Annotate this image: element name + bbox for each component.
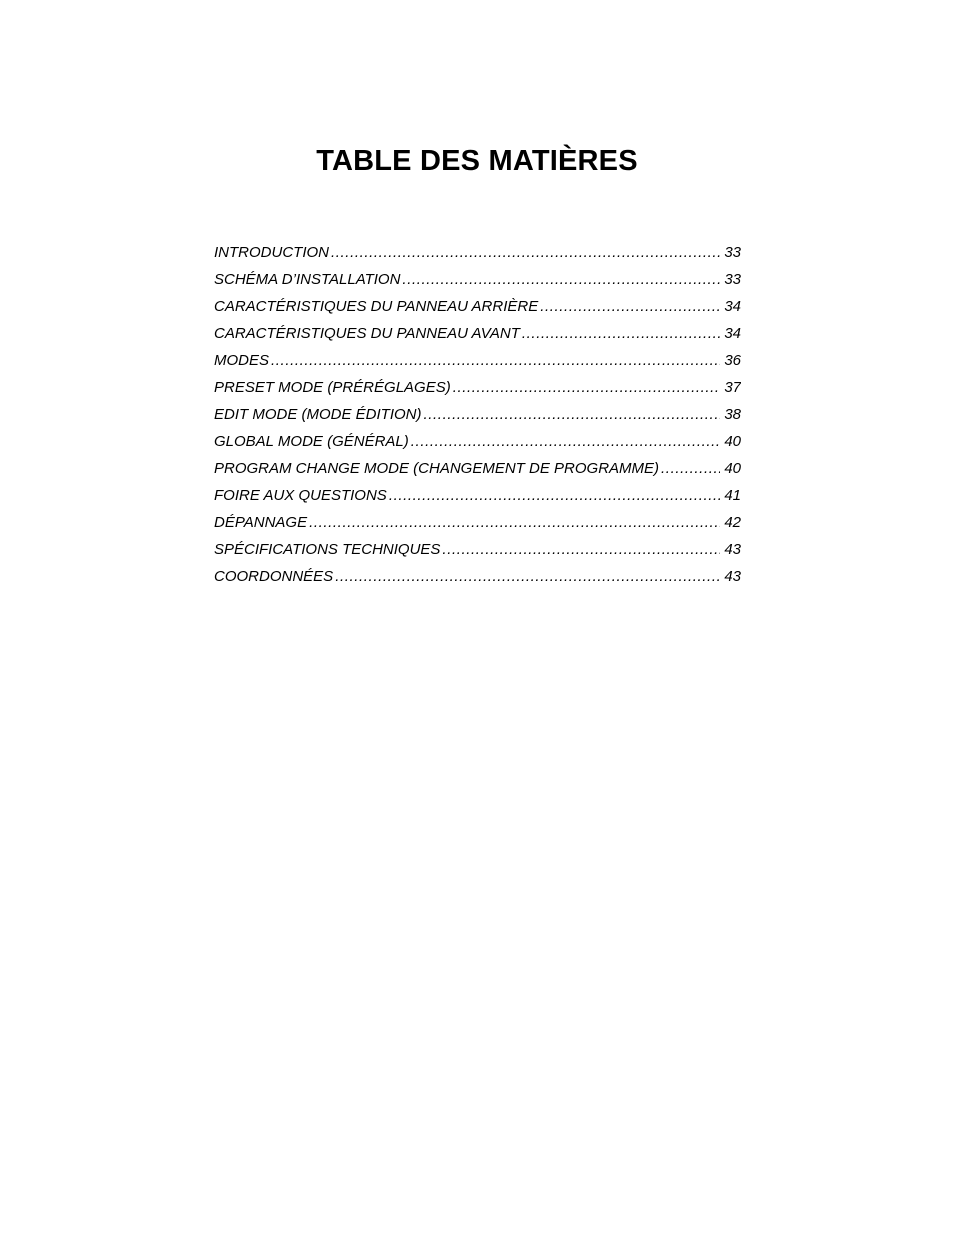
dot-leader (661, 458, 720, 480)
toc-entry-page-number: 33 (724, 271, 741, 288)
toc-entry-label: DÉPANNAGE (214, 514, 308, 531)
dot-leader (389, 485, 721, 507)
dot-leader (331, 242, 720, 264)
toc-entry-page-number: 34 (724, 325, 741, 342)
toc-entry-label: INTRODUCTION (214, 244, 329, 261)
toc-entry-page-number: 40 (724, 460, 741, 477)
toc-entry-label: FOIRE AUX QUESTIONS (214, 487, 387, 504)
dot-leader (522, 323, 720, 345)
toc-entry-introduction[interactable] (214, 242, 741, 269)
page-title: TABLE DES MATIÈRES (316, 145, 638, 177)
toc-entry-page-number: 33 (724, 244, 741, 261)
dot-leader (402, 269, 720, 291)
toc-entry-label: SCHÉMA D’INSTALLATION (214, 271, 401, 288)
toc-entry-page-number: 41 (724, 487, 741, 504)
toc-entry-label: PRESET MODE (PRÉRÉGLAGES) (214, 379, 451, 396)
toc-entry-specifications-techniques[interactable] (214, 539, 741, 566)
toc-entry-program-change-mode[interactable] (214, 458, 741, 485)
dot-leader (335, 566, 720, 588)
dot-leader (442, 539, 720, 561)
toc-entry-label: MODES (214, 352, 270, 369)
toc-entry-page-number: 34 (724, 298, 741, 315)
toc-entry-preset-mode[interactable] (214, 377, 741, 404)
toc-entry-page-number: 42 (724, 514, 741, 531)
toc-entry-global-mode[interactable] (214, 431, 741, 458)
dot-leader (411, 431, 721, 453)
toc-entry-label: COORDONNÉES (214, 568, 334, 585)
toc-entry-modes[interactable] (214, 350, 741, 377)
toc-entry-page-number: 38 (724, 406, 741, 423)
dot-leader (271, 350, 720, 372)
toc-entry-edit-mode[interactable] (214, 404, 741, 431)
toc-entry-label: GLOBAL MODE (GÉNÉRAL) (214, 433, 409, 450)
toc-entry-page-number: 37 (724, 379, 741, 396)
dot-leader (453, 377, 721, 399)
toc-entry-page-number: 36 (724, 352, 741, 369)
toc-entry-label: SPÉCIFICATIONS TECHNIQUES (214, 541, 441, 558)
dot-leader (424, 404, 721, 426)
toc-entry-coordonnees[interactable] (214, 566, 741, 593)
toc-entry-page-number: 40 (724, 433, 741, 450)
dot-leader (540, 296, 720, 318)
toc-entry-schema-installation[interactable] (214, 269, 741, 296)
toc-entry-page-number: 43 (724, 541, 741, 558)
toc-entry-panneau-avant[interactable] (214, 323, 741, 350)
toc-entry-label: EDIT MODE (MODE ÉDITION) (214, 406, 422, 423)
toc-entry-label: CARACTÉRISTIQUES DU PANNEAU ARRIÈRE (214, 298, 539, 315)
toc-entry-page-number: 43 (724, 568, 741, 585)
toc-entry-label: PROGRAM CHANGE MODE (CHANGEMENT DE PROGRAMME) (214, 460, 660, 477)
dot-leader (309, 512, 720, 534)
table-of-contents (214, 242, 741, 593)
toc-entry-panneau-arriere[interactable] (214, 296, 741, 323)
toc-entry-depannage[interactable] (214, 512, 741, 539)
toc-entry-label: CARACTÉRISTIQUES DU PANNEAU AVANT (214, 325, 520, 342)
toc-entry-foire-aux-questions[interactable] (214, 485, 741, 512)
